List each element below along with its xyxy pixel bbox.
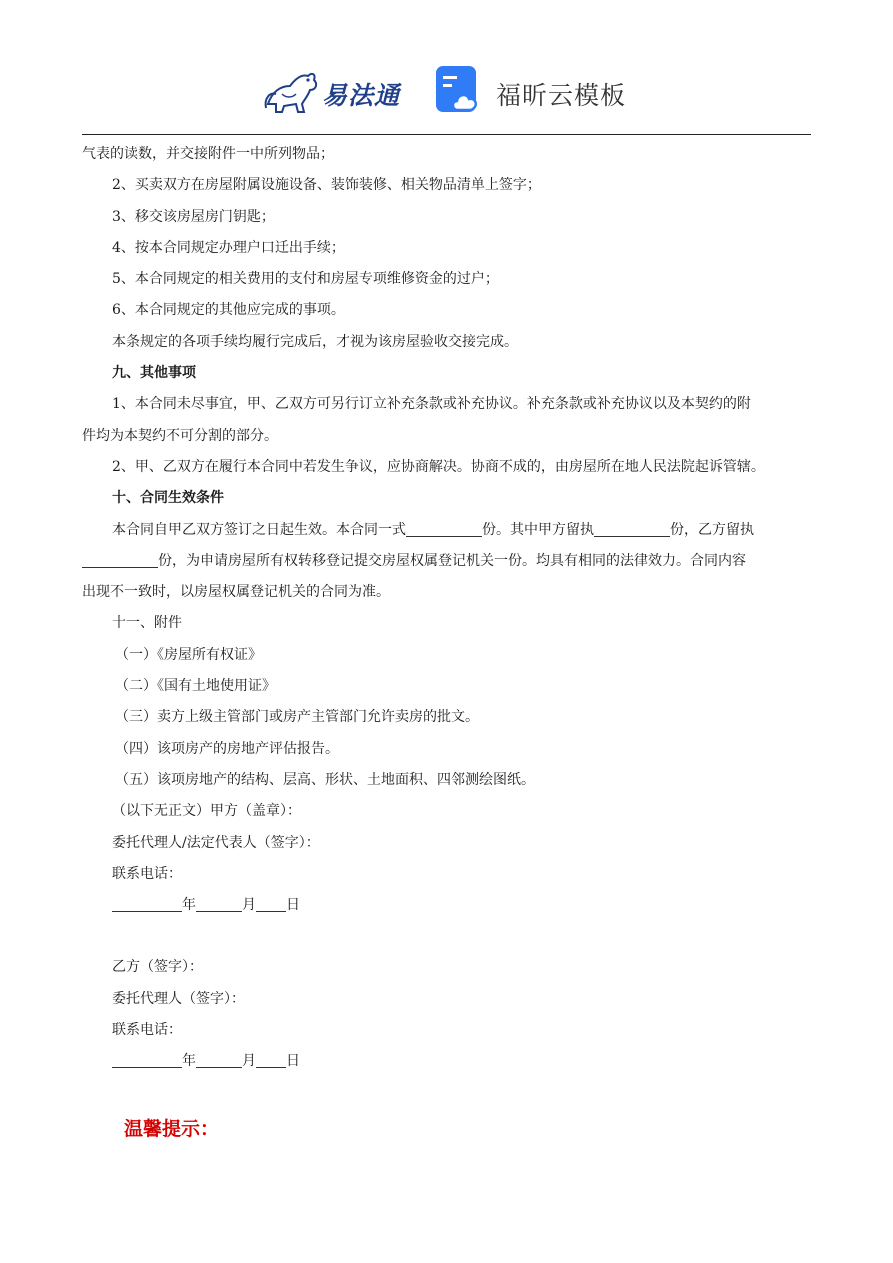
warm-tip-heading: 温馨提示： — [124, 1118, 220, 1140]
cloud-document-icon — [436, 66, 486, 116]
paragraph: 出现不一致时，以房屋权属登记机关的合同为准。 — [82, 584, 390, 601]
day-label: 日 — [286, 1053, 300, 1070]
paragraph — [82, 546, 822, 577]
attachment-item: （四）该项房产的房地产评估报告。 — [115, 740, 339, 757]
section-heading-9: 九、其他事项 — [112, 365, 196, 382]
fill-in-blank[interactable] — [82, 550, 158, 568]
section-heading-11: 十一、附件 — [112, 615, 182, 632]
day-label: 日 — [286, 897, 300, 914]
logo1-text: 易法通 — [322, 81, 401, 110]
header-divider — [82, 134, 811, 135]
text-span: 本合同自甲乙双方签订之日起生效。本合同一式 — [112, 521, 406, 538]
party-b-phone: 联系电话： — [112, 1022, 182, 1039]
text-span: 份。其中甲方留执 — [482, 521, 594, 538]
attachment-item: （一）《房屋所有权证》 — [115, 646, 262, 663]
paragraph: 本条规定的各项手续均履行完成后，才视为该房屋验收交接完成。 — [112, 333, 518, 350]
page-header — [0, 58, 893, 124]
fill-in-blank[interactable] — [594, 519, 670, 537]
year-label: 年 — [182, 1053, 196, 1070]
party-a-phone: 联系电话： — [112, 865, 182, 882]
party-b-title: 乙方（签字）： — [112, 959, 203, 976]
yifatong-logo — [262, 64, 412, 116]
text-span: 份，乙方留执 — [670, 521, 754, 538]
spacer — [82, 921, 822, 952]
month-blank[interactable] — [196, 894, 242, 912]
month-label: 月 — [242, 1053, 256, 1070]
paragraph: 件均为本契约不可分割的部分。 — [82, 427, 278, 444]
party-a-agent: 委托代理人/法定代表人（签字）： — [112, 834, 320, 851]
text-span: 份，为申请房屋所有权转移登记提交房屋权属登记机关一份。均具有相同的法律效力。合同内容 — [158, 552, 746, 569]
list-item: 5、本合同规定的相关费用的支付和房屋专项维修资金的过户； — [112, 271, 499, 288]
fill-in-blank[interactable] — [406, 519, 482, 537]
paragraph: 1、本合同未尽事宜，甲、乙双方可另行订立补充条款或补充协议。补充条款或补充协议以及本契约的附 — [112, 396, 751, 413]
year-label: 年 — [182, 897, 196, 914]
paragraph: 2、甲、乙双方在履行本合同中若发生争议，应协商解决。协商不成的，由房屋所在地人民法院起诉管辖。 — [112, 458, 765, 475]
day-blank[interactable] — [256, 894, 286, 912]
month-label: 月 — [242, 897, 256, 914]
attachment-item: （五）该项房地产的结构、层高、形状、土地面积、四邻测绘图纸。 — [115, 771, 535, 788]
attachment-item: （三）卖方上级主管部门或房产主管部门允许卖房的批文。 — [115, 709, 479, 726]
party-a-date — [82, 890, 822, 921]
paragraph: 气表的读数，并交接附件一中所列物品； — [82, 146, 334, 162]
logo2-text: 福昕云模板 — [496, 81, 627, 110]
year-blank[interactable] — [112, 1050, 182, 1068]
party-b-agent: 委托代理人（签字）： — [112, 990, 245, 1007]
party-b-date — [82, 1046, 822, 1077]
list-item: 3、移交该房屋房门钥匙； — [112, 208, 275, 225]
contract-body — [82, 139, 822, 1078]
foxit-template-logo — [436, 66, 636, 118]
section-heading-10: 十、合同生效条件 — [112, 490, 224, 507]
qilin-icon — [262, 64, 320, 116]
attachment-item: （二）《国有土地使用证》 — [115, 678, 276, 695]
list-item: 6、本合同规定的其他应完成的事项。 — [112, 302, 345, 319]
paragraph — [82, 515, 822, 546]
day-blank[interactable] — [256, 1050, 286, 1068]
party-a-title: （以下无正文）甲方（盖章）： — [112, 803, 301, 820]
list-item: 2、买卖双方在房屋附属设施设备、装饰装修、相关物品清单上签字； — [112, 177, 541, 194]
list-item: 4、按本合同规定办理户口迁出手续； — [112, 239, 345, 256]
month-blank[interactable] — [196, 1050, 242, 1068]
year-blank[interactable] — [112, 894, 182, 912]
